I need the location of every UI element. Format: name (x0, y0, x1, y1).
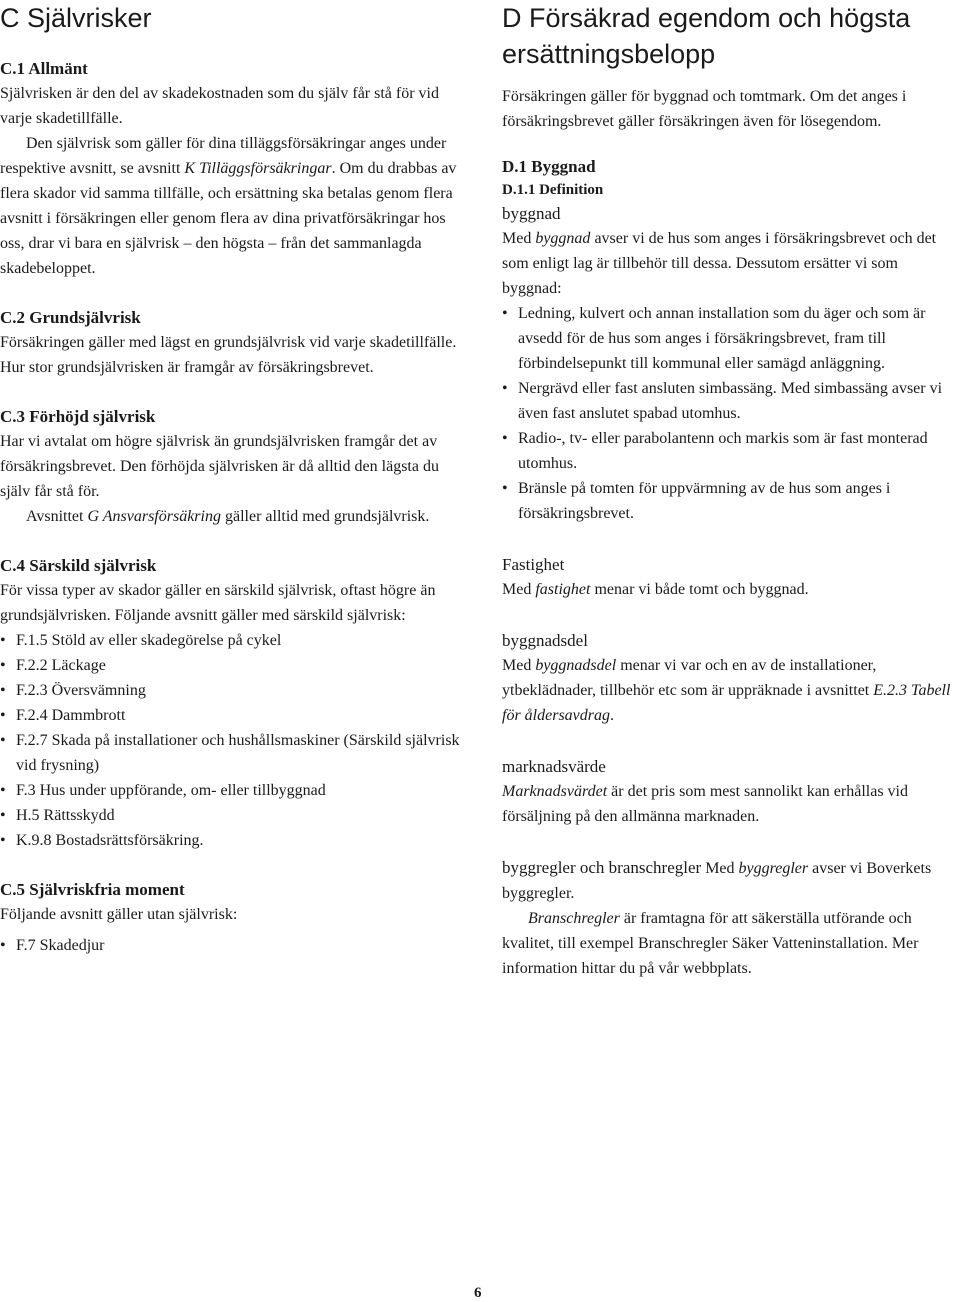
list-item: • F.2.2 Läckage (0, 653, 470, 678)
byggregler-text-b: avser vi Boverkets byggregler. (502, 860, 932, 902)
c3-paragraph-2 (0, 504, 470, 529)
byggnad-definition (502, 226, 960, 301)
byggnad-text-a: Med (502, 230, 536, 247)
heading-c5: C.5 Självriskfria moment (0, 880, 185, 899)
c4-paragraph-1: För vissa typer av skador gäller en särskild självrisk, oftast högre än grundsjälvrisken. Följande avsnitt gäller med särskild självrisk: (0, 582, 436, 624)
list-item: • Ledning, kulvert och annan installation som du äger och som är avsedd för de hus som anges i försäkringsbrevet, fram till förbindelsepunkt till kommunal eller samägd anläggning. (502, 301, 960, 376)
branschregler-paragraph (502, 906, 960, 981)
fastighet-text-a: Med (502, 581, 536, 598)
list-item: • H.5 Rättsskydd (0, 803, 470, 828)
byggnadsdel-reference: E.2.3 Tabell för åldersavdrag (502, 682, 951, 724)
c3-p2-reference: G Ansvarsförsäkring (87, 508, 221, 525)
heading-c3: C.3 Förhöjd självrisk (0, 407, 156, 426)
list-item: • F.2.7 Skada på installationer och hushållsmaskiner (Särskild självrisk vid frysning) (0, 728, 470, 778)
fastighet-definition (502, 577, 960, 602)
heading-d11: D.1.1 Definition (502, 182, 604, 198)
c3-p2-text-a: Avsnittet (26, 508, 88, 525)
marknadsvarde-emphasis: Marknadsvärdet (502, 783, 608, 800)
term-fastighet: Fastighet (502, 555, 565, 574)
heading-c4: C.4 Särskild självrisk (0, 556, 157, 575)
byggregler-definition (502, 855, 960, 906)
heading-d1: D.1 Byggnad (502, 157, 596, 176)
right-column (502, 0, 960, 981)
c1-paragraph-2 (0, 131, 470, 281)
c1-p2-text-a: Den självrisk som gäller för dina tilläggsförsäkringar anges under respektive avsnitt, se avsnitt (0, 135, 447, 177)
list-item: • F.7 Skadedjur (0, 933, 470, 958)
byggnad-list (502, 301, 960, 526)
c1-p2-reference: K Tilläggsförsäkringar (184, 160, 332, 177)
chapter-title-c: C Självrisker (0, 3, 152, 33)
byggregler-text-a: Med (701, 860, 739, 877)
byggnadsdel-text-b: menar vi var och en av de installationer, ytbeklädnader, tillbehör etc som är uppräknade i avsnittet (502, 657, 877, 699)
byggnad-text-b: avser vi de hus som anges i försäkringsbrevet och det som enligt lag är tillbehör till dessa. Dessutom ersätter vi som byggnad: (502, 230, 937, 297)
marknadsvarde-definition (502, 779, 960, 829)
list-item: • F.3 Hus under uppförande, om- eller tillbyggnad (0, 778, 470, 803)
term-byggnadsdel: byggnadsdel (502, 631, 588, 650)
byggnad-emphasis: byggnad (535, 230, 591, 247)
list-item: • K.9.8 Bostadsrättsförsäkring. (0, 828, 470, 853)
page-number: 6 (474, 1285, 482, 1301)
term-marknadsvarde: marknadsvärde (502, 757, 606, 776)
c1-paragraph-1: Självrisken är den del av skadekostnaden som du själv får stå för vid varje skadetillfälle. (0, 85, 439, 127)
list-item: • F.2.4 Dammbrott (0, 703, 470, 728)
fastighet-text-b: menar vi både tomt och byggnad. (590, 581, 809, 598)
branschregler-emphasis: Branschregler (528, 910, 620, 927)
c3-paragraph-1: Har vi avtalat om högre självrisk än grundsjälvrisken framgår det av försäkringsbrevet. Den förhöjda självrisken är då alltid den lägsta du själv får stå för. (0, 433, 439, 500)
fastighet-emphasis: fastighet (535, 581, 591, 598)
list-item: • F.1.5 Stöld av eller skadegörelse på cykel (0, 628, 470, 653)
c5-list (0, 933, 470, 958)
list-item: • Bränsle på tomten för uppvärmning av de hus som anges i försäkringsbrevet. (502, 476, 960, 526)
byggnadsdel-text-c: . (610, 707, 614, 724)
byggregler-emphasis: byggregler (738, 860, 809, 877)
c2-paragraph-1: Försäkringen gäller med lägst en grundsjälvrisk vid varje skadetillfälle. Hur stor grundsjälvrisken är framgår av försäkringsbrevet. (0, 334, 457, 376)
chapter-title-d: D Försäkrad egendom och högsta ersättningsbelopp (502, 3, 911, 69)
list-item: • F.2.3 Översvämning (0, 678, 470, 703)
term-byggnad: byggnad (502, 204, 561, 223)
byggnadsdel-emphasis: byggnadsdel (535, 657, 617, 674)
term-byggregler: byggregler och branschregler (502, 858, 702, 877)
c1-p2-text-b: . Om du drabbas av flera skador vid samma tillfälle, och ersättning ska betalas genom flera avsnitt i försäkringen eller genom flera av dina privatförsäkringar hos oss, drar vi bara en självrisk – den högsta – från det sammanlagda skadebeloppet. (0, 160, 457, 277)
heading-c2: C.2 Grundsjälvrisk (0, 308, 141, 327)
left-column (0, 0, 470, 958)
byggnadsdel-text-a: Med (502, 657, 536, 674)
c3-p2-text-b: gäller alltid med grundsjälvrisk. (220, 508, 430, 525)
heading-c1: C.1 Allmänt (0, 59, 88, 78)
branschregler-text: är framtagna för att säkerställa utförande och kvalitet, till exempel Branschregler Säker Vatteninstallation. Mer information hittar du på vår webbplats. (502, 910, 919, 977)
list-item: • Nergrävd eller fast ansluten simbassäng. Med simbassäng avser vi även fast anslutet spabad utomhus. (502, 376, 960, 426)
c4-list (0, 628, 470, 853)
c5-paragraph-1: Följande avsnitt gäller utan självrisk: (0, 906, 238, 923)
byggnadsdel-definition (502, 653, 960, 728)
list-item: • Radio-, tv- eller parabolantenn och markis som är fast monterad utomhus. (502, 426, 960, 476)
marknadsvarde-text-b: är det pris som mest sannolikt kan erhållas vid försäljning på den allmänna marknaden. (502, 783, 908, 825)
d-intro: Försäkringen gäller för byggnad och tomtmark. Om det anges i försäkringsbrevet gäller försäkringen även för lösegendom. (502, 88, 907, 130)
